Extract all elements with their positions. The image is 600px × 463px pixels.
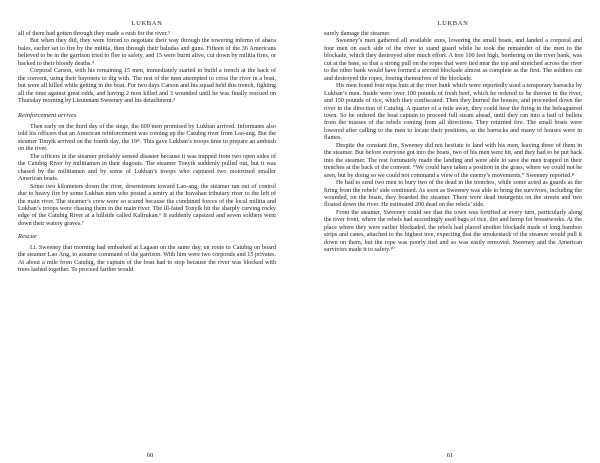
paragraph: Despite the constant fire, Sweeney did not hesitate to land with his men, leaving three of them in the steamer. But before everyone got into the boats, two of his men were hit, and they had to be put back into the steamer. The rest fortunately made the landing and were able to save the men trapped in their trenches at the back of the convent. “We could have taken a position in the grass, where we could not be seen, but by doing so we could not command a view of the enemy’s movements,” Sweeney reported.⁸	[324, 142, 582, 179]
right-page-body	[324, 31, 582, 255]
paragraph: But when they did, they were forced to negotiate their way through the towering inferno of abaca bales, earlier set to fire by the militia, then through their baludas and guns. Fifteen of the 36 Americans believed to be in the garrison tried to flee to safety, and 15 were burnt alive, cut down by militia fires, or hacked to their bloody deaths.⁴	[18, 38, 276, 67]
paragraph: He had to send two men to bury two of the dead in the trenches, while some acted as guards as the firing from the rebels’ side continued. As soon as Sweeney was able to bring the survivors, including the wounded, on the boats, they boarded the steamer. There were dead insurgents on the streets and two floated down the river. He estimated 200 dead on the rebels’ side.	[324, 180, 582, 209]
paragraph: From the steamer, Sweeney could see that the town was fortified at every turn, particularly along the river front, where the rebels had accordingly used bags of rice, dirt and hemp for breastworks. At the place where they were earlier blockaded, the rebels had placed another blockade made of long bamboo strips and canes, attached to the highest tree, expecting that the smokestack of the steamer would pull it down on them, but the rope was poorly tied and so was easily removed. Sweeney and the American survivors made it to safety.¹⁰	[324, 209, 582, 254]
paragraph: all of them had gotten through they made a rush for the river.³	[18, 31, 170, 37]
page-number-right: 61	[446, 452, 454, 459]
section-heading-reinforcement: Reinforcement arrives	[18, 111, 77, 119]
running-head-left: LUKBAN	[131, 20, 163, 27]
paragraph: The officers in the steamer probably sensed disaster because it was trapped from two open sides of the Catubig River by militiamen in their dugouts. The steamer Tonyik suddenly pulled out, but it was chased by the militiamen and by some of Lukban’s troops who captured two motorized smaller American boats.	[18, 153, 276, 183]
section-heading-rescue: Rescue	[18, 233, 37, 241]
paragraph: Sweeney’s men gathered all available axes, lowering the small boats, and landed a corporal and four men on each side of the river to stand guard while he took the remainder of the men to the blockade, which they destroyed after much effort. A tree 100 feet high, bordering on the river bank, was cut at the base, so that a strong pull on the ropes that were tied near the top and stretched across the river to the other bank would have formed a second blockade almost as complete as the first. The soldiers cut and destroyed the ropes, freeing themselves of the blockade.	[324, 38, 582, 82]
right-page	[300, 0, 600, 463]
running-head-right: LUKBAN	[437, 20, 469, 27]
left-page-body	[18, 31, 276, 275]
paragraph: Then early on the third day of the siege, the 600 men promised by Lukban arrived. Informants also told his officers that an American reinforcement was coming up the Catubig river from Lao-ang. But the steamer Tonyik arrived on the fourth day, the 19ᵗʰ. This gave Lukban’s troops time to prepare an ambush on the river.	[18, 123, 276, 153]
paragraph: Corporal Carson, with his remaining 15 men, immediately started to build a trench at the back of the convent, using their bayonets to dig with. The rest of the men attempted to cross the river in a boat, but were all killed while getting in the boat. For two days Carson and his squad held this trench, fighting all the time against great odds, and having 2 men killed and 3 wounded until he was finally rescued on Thursday morning by Lieutenant Sweeney and his detachment.⁵	[18, 68, 276, 105]
paragraph: surely damage the steamer.	[324, 31, 391, 37]
paragraph: Some two kilometers down the river, downstream toward Lao-ang, the steamer ran out of control due to heavy fire by some Lukban men who posted a sentry at the Iravahan tributary river to the left of the main river. The steamer’s crew were so scared because the combined forces of the local militia and Lukban’s troops were chasing them in the main river. The ill-fated Tonyik hit the sharply curving rocky edge of the Catubig River at a hillside called Kalirukan.⁶ It suddenly capsized and seven soldiers went down their watery graves.⁷	[18, 183, 276, 227]
page-number-left: 60	[146, 452, 154, 459]
paragraph: Lt. Sweeney that morning had embarked at Lagaan on the same day, en route to Catubig on board the steamer Lao Ang, to assume command of the garrison. With him were two corporals and 15 privates. At about a mile from Catubig, the captain of the boat had to stop because the river was blocked with trees lashed together. To proceed farther would	[18, 244, 276, 274]
paragraph: His men found four nipa huts at the river bank which were reportedly used a temporary barracks by Lukban’s men. Inside were over 100 pounds of fresh beef, which he ordered to be thrown in the river, and 150 pounds of rice, which they confiscated. Then they burned the houses, and proceeded down the river in the direction of Catubig. A quarter of a mile away, they could hear the firing in the beleaguered town. So he ordered the boat captain to proceed full steam ahead, until they ran into a hail of bullets from the masses of the rebels coming from all directions. They returned fire. The small boats were lowered after calling to the men to locate their positions, as the barracks and many of houses were in flames.	[324, 83, 582, 142]
